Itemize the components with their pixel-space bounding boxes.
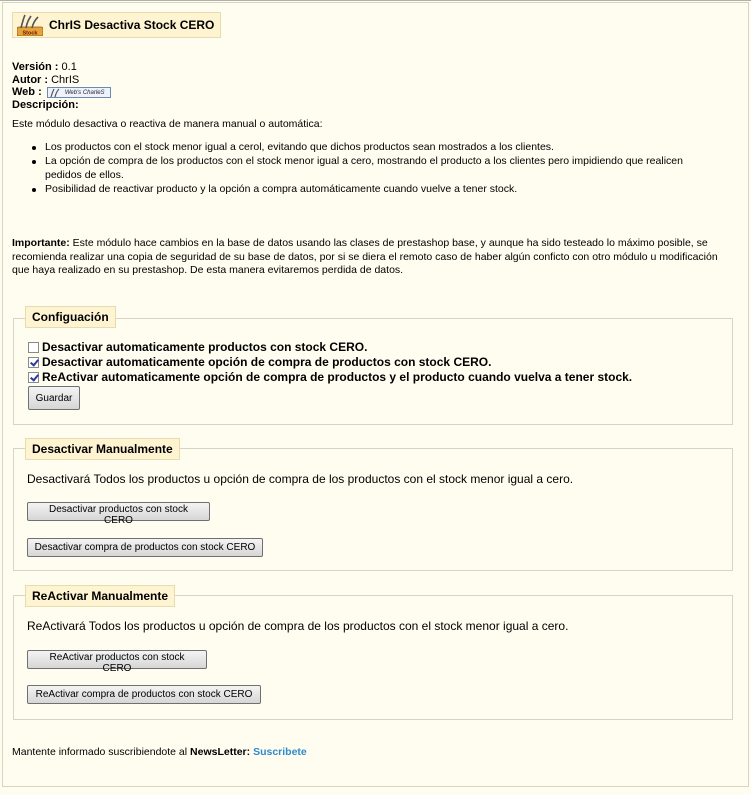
module-info (12, 61, 111, 111)
feature-list (30, 141, 720, 197)
reactivate-purchase-button[interactable]: ReActivar compra de productos con stock CERO (27, 685, 261, 704)
description-label: Descripción: (12, 98, 79, 111)
author-label: Autor : (12, 73, 49, 86)
save-button[interactable]: Guardar (28, 386, 80, 410)
web-link-badge[interactable] (47, 87, 111, 98)
version-label: Versión : (12, 61, 59, 73)
important-note (12, 237, 734, 278)
svg-text:Stock: Stock (22, 30, 38, 36)
checkbox-reactivate[interactable] (28, 372, 39, 383)
option-label: ReActivar automaticamente opción de compra de productos y el producto cuando vuelva a tener stock. (42, 370, 633, 384)
checkbox-disable-purchase[interactable] (28, 357, 39, 368)
option-reactivate[interactable] (28, 370, 632, 384)
manual-reactivate-description: ReActivará Todos los productos u opción de compra de los productos con el stock menor igual a cero. (27, 619, 569, 633)
list-item: Los productos con el stock menor igual a cerol, evitando que dichos productos sean mostrados a los clientes. (30, 141, 720, 155)
option-disable-products[interactable] (28, 340, 367, 354)
manual-deactivate-description: Desactivará Todos los productos u opción de compra de los productos con el stock menor igual a cero. (27, 472, 574, 486)
newsletter-label: NewsLetter: (190, 746, 251, 758)
list-item: Posibilidad de reactivar producto y la opción a compra automáticamente cuando vuelve a tener stock. (30, 183, 720, 197)
config-legend: Configuación (25, 306, 116, 328)
author-value: ChrIS (51, 73, 80, 86)
stock-logo-icon (17, 14, 43, 36)
manual-reactivate-legend: ReActivar Manualmente (25, 585, 175, 607)
list-item: La opción de compra de los productos con el stock menor igual a cero, mostrando el producto a los clientes pero impidiendo que realicen pedidos de ellos. (30, 155, 720, 182)
deactivate-products-button[interactable]: Desactivar productos con stock CERO (27, 502, 210, 521)
footer-text: Mantente informado suscribiendote al (12, 746, 191, 758)
deactivate-purchase-button[interactable]: Desactivar compra de productos con stock CERO (27, 538, 263, 557)
web-badge-text: Web's CharleS (64, 89, 105, 96)
intro-text: Este módulo desactiva o reactiva de manera manual o automática: (12, 118, 323, 130)
option-label: Desactivar automaticamente opción de compra de productos con stock CERO. (42, 355, 492, 369)
version-value: 0.1 (61, 61, 77, 73)
manual-deactivate-legend: Desactivar Manualmente (25, 438, 180, 460)
web-label: Web : (12, 86, 42, 98)
important-text: Este módulo hace cambios en la base de datos usando las clases de prestashop base, y aunque ha sido testeado lo máximo posible, se recomienda realizar una copia de seguridad de su base de datos, por si se diera el remoto caso de haber algún conficto con otro módulo u modificación que haya realizado en su prestashop. De esta manera evitaremos perdida de datos. (12, 237, 718, 276)
web-logo-icon (49, 88, 63, 98)
important-label: Importante: (12, 237, 70, 249)
reactivate-products-button[interactable]: ReActivar productos con stock CERO (27, 650, 207, 669)
option-label: Desactivar automaticamente productos con stock CERO. (42, 340, 368, 354)
top-border-line (0, 0, 751, 1)
module-title: ChrIS Desactiva Stock CERO (49, 18, 215, 32)
module-title-box (12, 12, 221, 38)
option-disable-purchase[interactable] (28, 355, 491, 369)
subscribe-link[interactable]: Suscribete (253, 746, 307, 758)
newsletter-footer (12, 746, 307, 758)
checkbox-disable-products[interactable] (28, 342, 39, 353)
